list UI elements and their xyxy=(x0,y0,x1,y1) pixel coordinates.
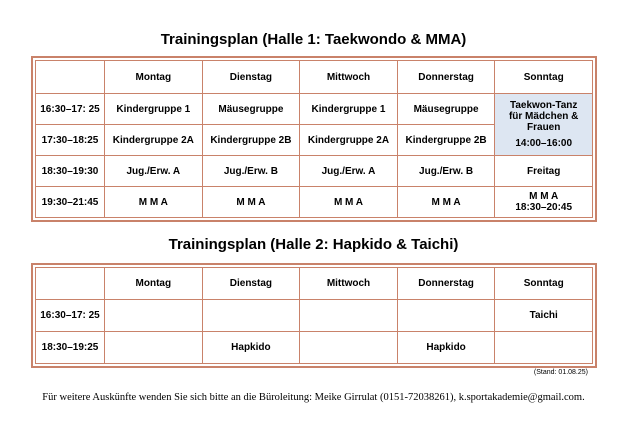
time-cell: 17:30–18:25 xyxy=(36,125,105,156)
schedule-cell: M M A xyxy=(105,187,203,218)
sunday-mma-line1: M M A xyxy=(529,191,559,202)
table-row xyxy=(36,94,593,125)
time-cell: 18:30–19:25 xyxy=(36,332,105,364)
schedule-cell: Mäusegruppe xyxy=(397,94,495,125)
tanz-line1: Taekwon-Tanz xyxy=(509,100,578,111)
table1-header-row xyxy=(36,61,593,94)
schedule-cell: Kindergruppe 2A xyxy=(105,125,203,156)
day-header-monday: Montag xyxy=(105,61,203,94)
day-header-sunday: Sonntag xyxy=(495,268,593,300)
schedule-cell xyxy=(105,332,203,364)
schedule-cell: Kindergruppe 2B xyxy=(202,125,300,156)
schedule-cell: Mäusegruppe xyxy=(202,94,300,125)
schedule-cell: Freitag xyxy=(495,156,593,187)
day-header-wednesday: Mittwoch xyxy=(300,61,398,94)
day-header-wednesday: Mittwoch xyxy=(300,268,398,300)
tanz-line2: für Mädchen & xyxy=(508,111,579,122)
sunday-mma-line2: 18:30–20:45 xyxy=(515,202,573,213)
footer-contact: Für weitere Auskünfte wenden Sie sich bitte an die Büroleitung: Meike Girrulat (0151-72038261), k.sportakademie@gmail.com. xyxy=(42,392,585,403)
schedule-table-halle2 xyxy=(31,263,597,368)
schedule-cell xyxy=(495,332,593,364)
schedule-cell: Kindergruppe 2B xyxy=(397,125,495,156)
time-cell: 18:30–19:30 xyxy=(36,156,105,187)
day-header-thursday: Donnerstag xyxy=(397,61,495,94)
table2-title: Trainingsplan (Halle 2: Hapkido & Taichi) xyxy=(168,236,459,253)
time-cell: 19:30–21:45 xyxy=(36,187,105,218)
schedule-cell: M M A xyxy=(397,187,495,218)
day-header-tuesday: Dienstag xyxy=(202,268,300,300)
schedule-cell: Hapkido xyxy=(397,332,495,364)
table1-title: Trainingsplan (Halle 1: Taekwondo & MMA) xyxy=(160,31,467,48)
schedule-cell: Kindergruppe 2A xyxy=(300,125,398,156)
corner-cell xyxy=(36,61,105,94)
schedule-cell: Jug./Erw. B xyxy=(202,156,300,187)
schedule-cell: Hapkido xyxy=(202,332,300,364)
schedule-cell xyxy=(300,332,398,364)
day-header-sunday: Sonntag xyxy=(495,61,593,94)
schedule-cell: M M A xyxy=(300,187,398,218)
tanz-line3: Frauen xyxy=(527,122,561,133)
time-cell: 16:30–17: 25 xyxy=(36,300,105,332)
tanz-time: 14:00–16:00 xyxy=(515,138,573,149)
table-row xyxy=(36,187,593,218)
schedule-cell: M M A xyxy=(202,187,300,218)
schedule-cell xyxy=(397,300,495,332)
schedule-cell: Jug./Erw. A xyxy=(105,156,203,187)
schedule-cell: Kindergruppe 1 xyxy=(300,94,398,125)
day-header-tuesday: Dienstag xyxy=(202,61,300,94)
day-header-thursday: Donnerstag xyxy=(397,268,495,300)
table-row xyxy=(36,156,593,187)
table-row xyxy=(36,332,593,364)
schedule-cell xyxy=(300,300,398,332)
schedule-cell: Jug./Erw. A xyxy=(300,156,398,187)
sunday-mma-cell xyxy=(495,187,593,218)
schedule-cell xyxy=(105,300,203,332)
stand-date: (Stand: 01.08.25) xyxy=(533,369,588,376)
time-cell: 16:30–17: 25 xyxy=(36,94,105,125)
schedule-cell: Taichi xyxy=(495,300,593,332)
schedule-cell: Jug./Erw. B xyxy=(397,156,495,187)
schedule-cell xyxy=(202,300,300,332)
table2-header-row xyxy=(36,268,593,300)
sunday-tanz-cell xyxy=(495,94,593,156)
schedule-table-halle1 xyxy=(31,56,597,222)
schedule-cell: Kindergruppe 1 xyxy=(105,94,203,125)
day-header-monday: Montag xyxy=(105,268,203,300)
table-row xyxy=(36,300,593,332)
corner-cell xyxy=(36,268,105,300)
